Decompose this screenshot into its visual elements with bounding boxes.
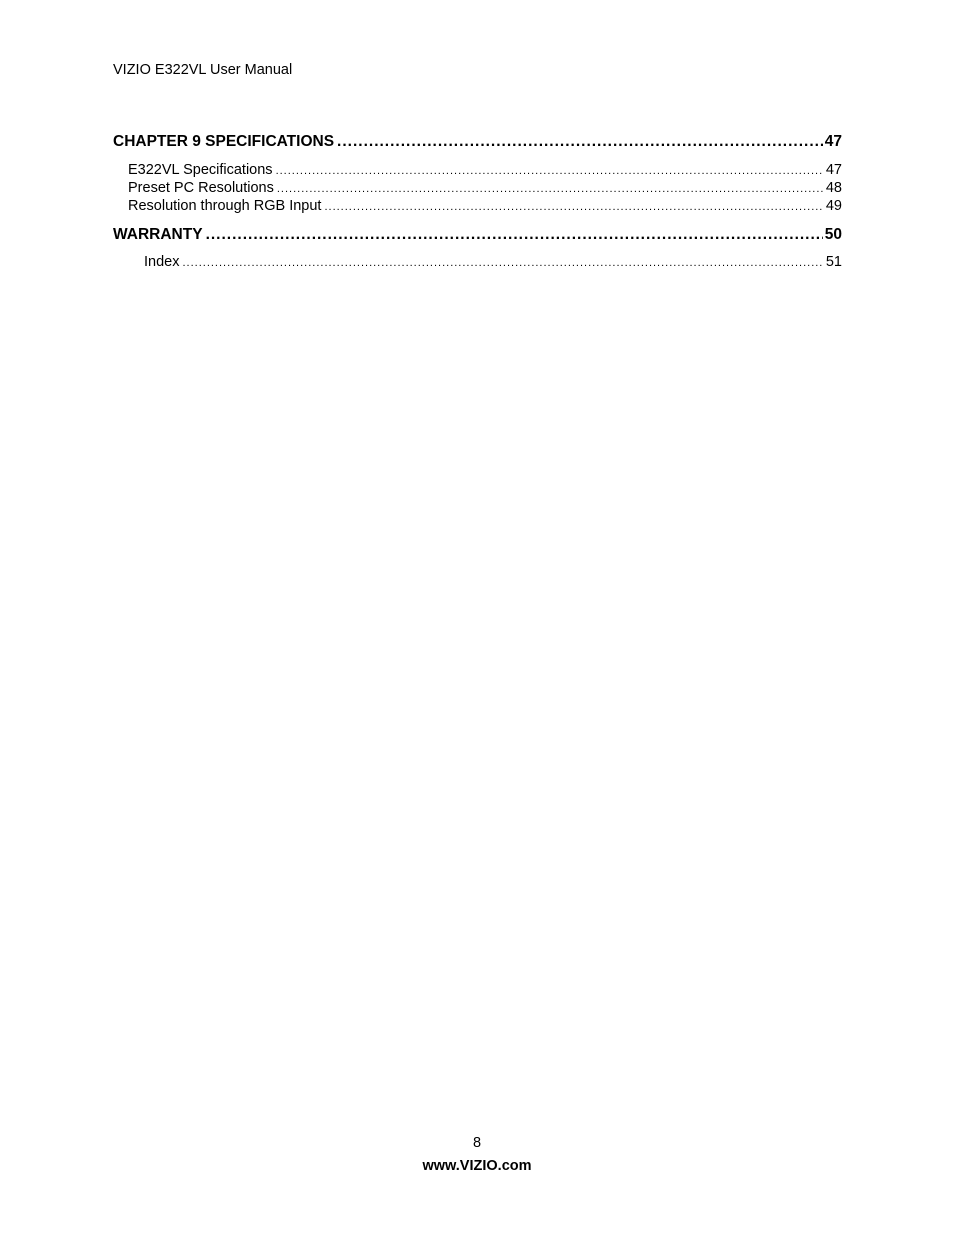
footer-url: www.VIZIO.com — [422, 1158, 532, 1174]
toc-entry-specifications[interactable] — [128, 161, 842, 180]
toc-entry-page: 47 — [825, 162, 842, 178]
toc-leader-dots — [337, 132, 823, 152]
toc-entry-resolution-rgb-input[interactable] — [128, 197, 842, 216]
toc-entry-index[interactable] — [144, 253, 842, 272]
toc-entry-page: 50 — [824, 226, 842, 243]
toc-entry-label: WARRANTY — [113, 226, 203, 243]
toc-entry-page: 48 — [825, 180, 842, 196]
document-header: VIZIO E322VL User Manual — [113, 62, 293, 78]
toc-entry-label: Preset PC Resolutions — [128, 180, 274, 196]
toc-entry-label: Index — [144, 254, 180, 270]
toc-leader-dots — [277, 180, 824, 198]
toc-entry-label: E322VL Specifications — [128, 162, 273, 178]
toc-entry-warranty[interactable] — [113, 225, 842, 245]
toc-entry-page: 49 — [825, 198, 842, 214]
toc-leader-dots — [324, 198, 823, 216]
toc-entry-label: CHAPTER 9 SPECIFICATIONS — [113, 133, 335, 150]
toc-leader-dots — [182, 254, 823, 272]
toc-entry-page: 51 — [825, 254, 842, 270]
toc-leader-dots — [206, 225, 823, 245]
toc-entry-label: Resolution through RGB Input — [128, 198, 322, 214]
toc-entry-preset-pc-resolutions[interactable] — [128, 179, 842, 198]
toc-entry-chapter-9[interactable] — [113, 132, 842, 152]
toc-entry-page: 47 — [824, 133, 842, 150]
page-number: 8 — [472, 1135, 482, 1151]
toc-leader-dots — [276, 162, 824, 180]
